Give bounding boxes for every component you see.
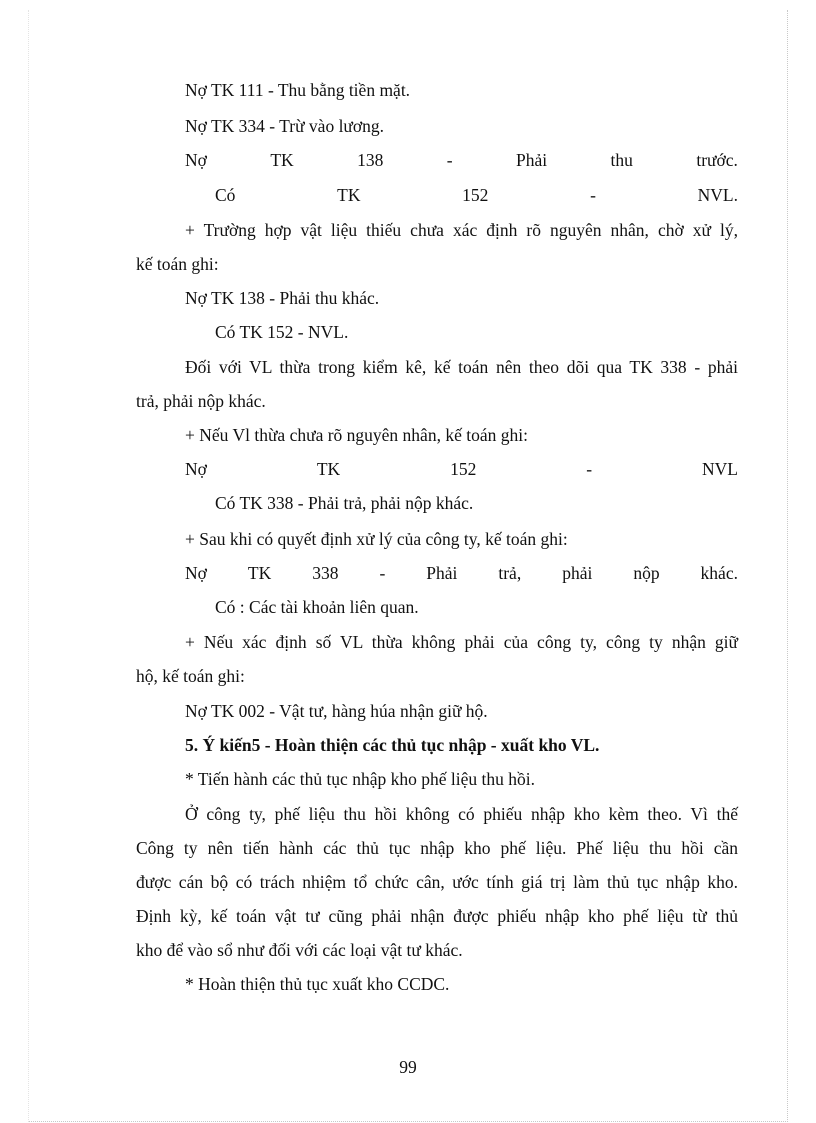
word: TK — [337, 185, 361, 205]
word: TK — [316, 459, 341, 479]
word: trả, — [498, 563, 522, 583]
word: - — [446, 150, 453, 170]
page-border-left — [28, 10, 30, 1122]
word: Phải — [426, 563, 458, 583]
word: - — [586, 459, 593, 479]
word: TK — [270, 150, 294, 170]
word: Nợ — [185, 150, 207, 170]
word: Có — [215, 185, 236, 205]
word: Nợ — [185, 563, 207, 583]
spread-line — [185, 562, 738, 584]
spread-line — [185, 458, 738, 480]
text-line: kho để vào sổ như đối với các loại vật tư khác. — [136, 940, 463, 960]
text-line: kế toán ghi: — [136, 254, 219, 274]
text-line: Ở công ty, phế liệu thu hồi không có phiếu nhập kho kèm theo. Vì thế — [185, 804, 738, 824]
text-line: + Trường hợp vật liệu thiếu chưa xác định rõ nguyên nhân, chờ xử lý, — [185, 220, 738, 240]
word: Phải — [516, 150, 548, 170]
word: thu — [610, 150, 633, 170]
word: - — [379, 563, 386, 583]
spread-line — [185, 149, 738, 171]
page-number: 99 — [399, 1057, 417, 1077]
text-line: Nợ TK 334 - Trừ vào lương. — [185, 116, 385, 136]
word: - — [590, 185, 596, 205]
text-line: Đối với VL thừa trong kiểm kê, kế toán nên theo dõi qua TK 338 - phải — [185, 357, 738, 377]
text-line: Nợ TK 002 - Vật tư, hàng húa nhận giữ hộ. — [185, 701, 488, 721]
word: 338 — [312, 563, 339, 583]
text-line: Có : Các tài khoản liên quan. — [215, 597, 419, 617]
word: NVL. — [697, 185, 738, 205]
section-heading: 5. Ý kiến5 - Hoàn thiện các thủ tục nhập - xuất kho VL. — [185, 735, 600, 755]
word: 152 — [450, 459, 477, 479]
word: trước. — [696, 150, 738, 170]
word: TK — [247, 563, 272, 583]
word: 138 — [357, 150, 384, 170]
text-line: hộ, kế toán ghi: — [136, 666, 245, 686]
text-line: trả, phải nộp khác. — [136, 391, 266, 411]
text-line: * Hoàn thiện thủ tục xuất kho CCDC. — [185, 974, 450, 994]
text-line: + Sau khi có quyết định xử lý của công ty, kế toán ghi: — [185, 529, 568, 549]
word: 152 — [462, 185, 489, 205]
word: nộp — [633, 563, 660, 583]
text-line: Công ty nên tiến hành các thủ tục nhập kho phế liệu. Phế liệu thu hồi cần — [136, 838, 738, 858]
text-line: Có TK 338 - Phải trả, phải nộp khác. — [215, 493, 474, 513]
text-line: * Tiến hành các thủ tục nhập kho phế liệu thu hồi. — [185, 769, 535, 789]
word: khác. — [700, 563, 738, 583]
text-line: Nợ TK 111 - Thu bằng tiền mặt. — [185, 80, 411, 100]
text-line: + Nếu xác định số VL thừa không phải của công ty, công ty nhận giữ — [185, 632, 738, 652]
spread-line — [215, 184, 738, 206]
text-line: + Nếu Vl thừa chưa rõ nguyên nhân, kế toán ghi: — [185, 425, 528, 445]
text-line: Nợ TK 138 - Phải thu khác. — [185, 288, 380, 308]
word: phải — [562, 563, 593, 583]
word: Nợ — [185, 459, 207, 479]
text-line: được cán bộ có trách nhiệm tổ chức cân, ước tính giá trị làm thủ tục nhập kho. — [136, 872, 738, 892]
word: NVL — [702, 459, 738, 479]
text-line: Có TK 152 - NVL. — [215, 322, 349, 342]
text-line: Định kỳ, kế toán vật tư cũng phải nhận được phiếu nhập kho phế liệu từ thủ — [136, 906, 738, 926]
